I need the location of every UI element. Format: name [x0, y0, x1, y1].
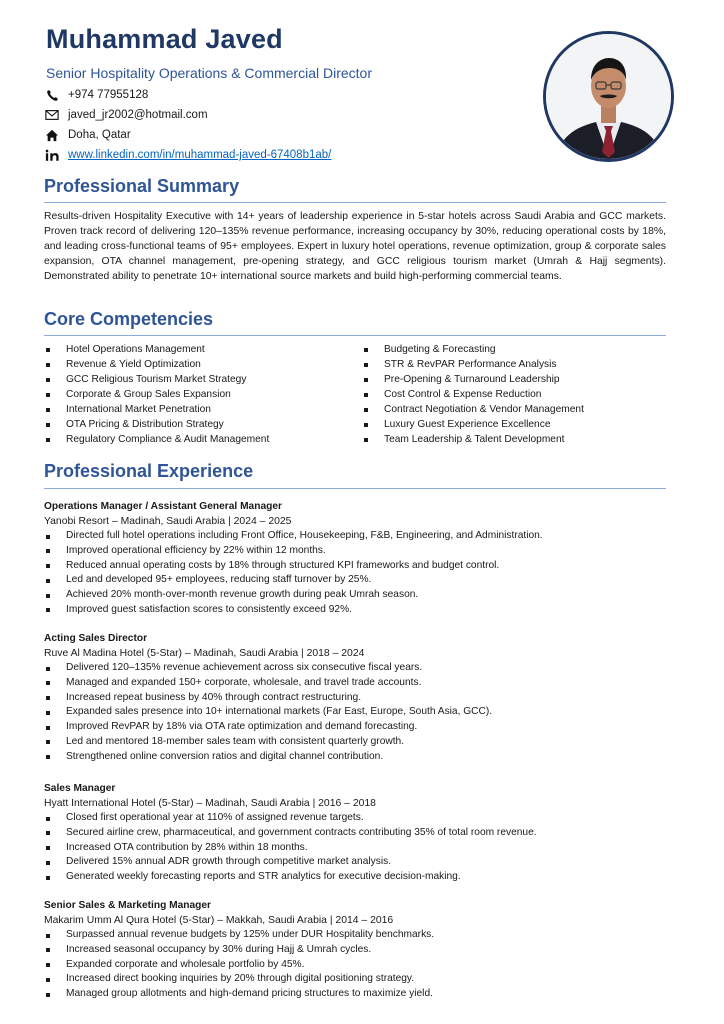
job-bullet: Improved guest satisfaction scores to consistently exceed 92%.: [44, 603, 684, 618]
job-bullet: Directed full hotel operations including Front Office, Housekeeping, F&B, Engineering, and Administration.: [44, 529, 684, 544]
job-role: Senior Sales & Marketing Manager: [44, 900, 212, 911]
job-bullet: Surpassed annual revenue budgets by 125% under DUR Hospitality benchmarks.: [44, 928, 684, 943]
job-bullet: Reduced annual operating costs by 18% through structured KPI frameworks and budget control.: [44, 559, 684, 574]
linkedin-icon: [44, 147, 60, 163]
candidate-name: Muhammad Javed: [46, 24, 283, 54]
job-bullet: Led and developed 95+ employees, reducing staff turnover by 25%.: [44, 573, 684, 588]
profile-photo: [543, 31, 674, 162]
competencies-heading: Core Competencies: [44, 309, 214, 329]
summary-heading: Professional Summary: [44, 176, 240, 196]
competency-item: Revenue & Yield Optimization: [44, 357, 354, 372]
contact-linkedin: [44, 145, 464, 165]
competencies-divider: [44, 335, 666, 336]
job-entry: [44, 781, 684, 885]
job-bullet: Expanded sales presence into 10+ international markets (Far East, Europe, South Asia, GCC).: [44, 705, 684, 720]
competency-item: Luxury Guest Experience Excellence: [362, 417, 672, 432]
job-bullet: Managed group allotments and high-demand pricing structures to maximize yield.: [44, 987, 684, 1002]
job-bullet: Increased repeat business by 40% through contract restructuring.: [44, 691, 684, 706]
competency-item: Corporate & Group Sales Expansion: [44, 387, 354, 402]
summary-divider: [44, 202, 666, 203]
job-bullet: Increased seasonal occupancy by 30% during Hajj & Umrah cycles.: [44, 943, 684, 958]
job-bullet: Increased direct booking inquiries by 20% through digital positioning strategy.: [44, 972, 684, 987]
job-company: Yanobi Resort – Madinah, Saudi Arabia | 2024 – 2025: [44, 516, 292, 527]
job-bullet: Achieved 20% month-over-month revenue growth during peak Umrah season.: [44, 588, 684, 603]
phone-icon: [44, 87, 60, 103]
job-bullets: [44, 928, 684, 1002]
competency-item: Hotel Operations Management: [44, 342, 354, 357]
competency-item: Team Leadership & Talent Development: [362, 432, 672, 447]
contact-block: [44, 85, 464, 165]
competencies-left-list: [44, 342, 354, 447]
job-company: Hyatt International Hotel (5-Star) – Madinah, Saudi Arabia | 2016 – 2018: [44, 798, 376, 809]
job-bullet: Managed and expanded 150+ corporate, wholesale, and travel trade accounts.: [44, 676, 684, 691]
job-entry: [44, 898, 684, 1002]
job-bullet: Increased OTA contribution by 28% within 18 months.: [44, 841, 684, 856]
competency-item: GCC Religious Tourism Market Strategy: [44, 372, 354, 387]
contact-location: [44, 125, 464, 145]
job-bullet: Closed first operational year at 110% of assigned revenue targets.: [44, 811, 684, 826]
contact-phone: [44, 85, 464, 105]
phone-text: +974 77955128: [68, 89, 149, 101]
job-company: Makarim Umm Al Qura Hotel (5-Star) – Makkah, Saudi Arabia | 2014 – 2016: [44, 915, 394, 926]
job-role: Acting Sales Director: [44, 633, 148, 644]
job-bullet: Led and mentored 18-member sales team with consistent quarterly growth.: [44, 735, 684, 750]
job-bullet: Delivered 15% annual ADR growth through competitive market analysis.: [44, 855, 684, 870]
job-bullet: Secured airline crew, pharmaceutical, and government contracts contributing 35% of total room revenue.: [44, 826, 684, 841]
home-icon: [44, 127, 60, 143]
candidate-title: Senior Hospitality Operations & Commercial Director: [46, 65, 372, 81]
competency-item: International Market Penetration: [44, 402, 354, 417]
location-text: Doha, Qatar: [68, 129, 131, 141]
job-bullet: Expanded corporate and wholesale portfolio by 45%.: [44, 958, 684, 973]
job-role: Sales Manager: [44, 783, 116, 794]
job-entry: [44, 499, 684, 618]
job-bullets: [44, 529, 684, 618]
job-role: Operations Manager / Assistant General Manager: [44, 501, 282, 512]
job-bullet: Improved operational efficiency by 22% within 12 months.: [44, 544, 684, 559]
competency-item: STR & RevPAR Performance Analysis: [362, 357, 672, 372]
contact-email: [44, 105, 464, 125]
experience-divider: [44, 488, 666, 489]
competency-item: Cost Control & Expense Reduction: [362, 387, 672, 402]
experience-heading: Professional Experience: [44, 461, 254, 481]
competencies-right-list: [362, 342, 672, 447]
competency-item: Pre-Opening & Turnaround Leadership: [362, 372, 672, 387]
job-company: Ruve Al Madina Hotel (5-Star) – Madinah, Saudi Arabia | 2018 – 2024: [44, 648, 365, 659]
job-bullets: [44, 661, 684, 765]
competency-item: Budgeting & Forecasting: [362, 342, 672, 357]
job-bullets: [44, 811, 684, 885]
job-bullet: Improved RevPAR by 18% via OTA rate optimization and demand forecasting.: [44, 720, 684, 735]
linkedin-link[interactable]: www.linkedin.com/in/muhammad-javed-67408b1ab/: [68, 149, 332, 161]
email-text: javed_jr2002@hotmail.com: [68, 109, 208, 121]
competency-item: Regulatory Compliance & Audit Management: [44, 432, 354, 447]
summary-text: Results-driven Hospitality Executive with 14+ years of leadership experience in 5-star hotels across Saudi Arabia and GCC markets. Proven track record of delivering 120–135% revenue performance, increasing occupancy by 30%, reducing operational costs by 18%, and leading cross-functional teams of 95+ employees. Expert in luxury hotel operations, revenue optimization, group & corporate sales expansion, OTA channel management, pre-opening strategy, and GCC religious tourism market (Umrah & Hajj segments). Demonstrated ability to penetrate 10+ international source markets and build high-performing commercial teams.: [44, 211, 666, 282]
job-bullet: Generated weekly forecasting reports and STR analytics for executive decision-making.: [44, 870, 684, 885]
job-bullet: Delivered 120–135% revenue achievement across six consecutive fiscal years.: [44, 661, 684, 676]
job-entry: [44, 631, 684, 765]
competency-item: Contract Negotiation & Vendor Management: [362, 402, 672, 417]
job-bullet: Strengthened online conversion ratios and digital channel contribution.: [44, 750, 684, 765]
competency-item: OTA Pricing & Distribution Strategy: [44, 417, 354, 432]
envelope-icon: [44, 107, 60, 123]
